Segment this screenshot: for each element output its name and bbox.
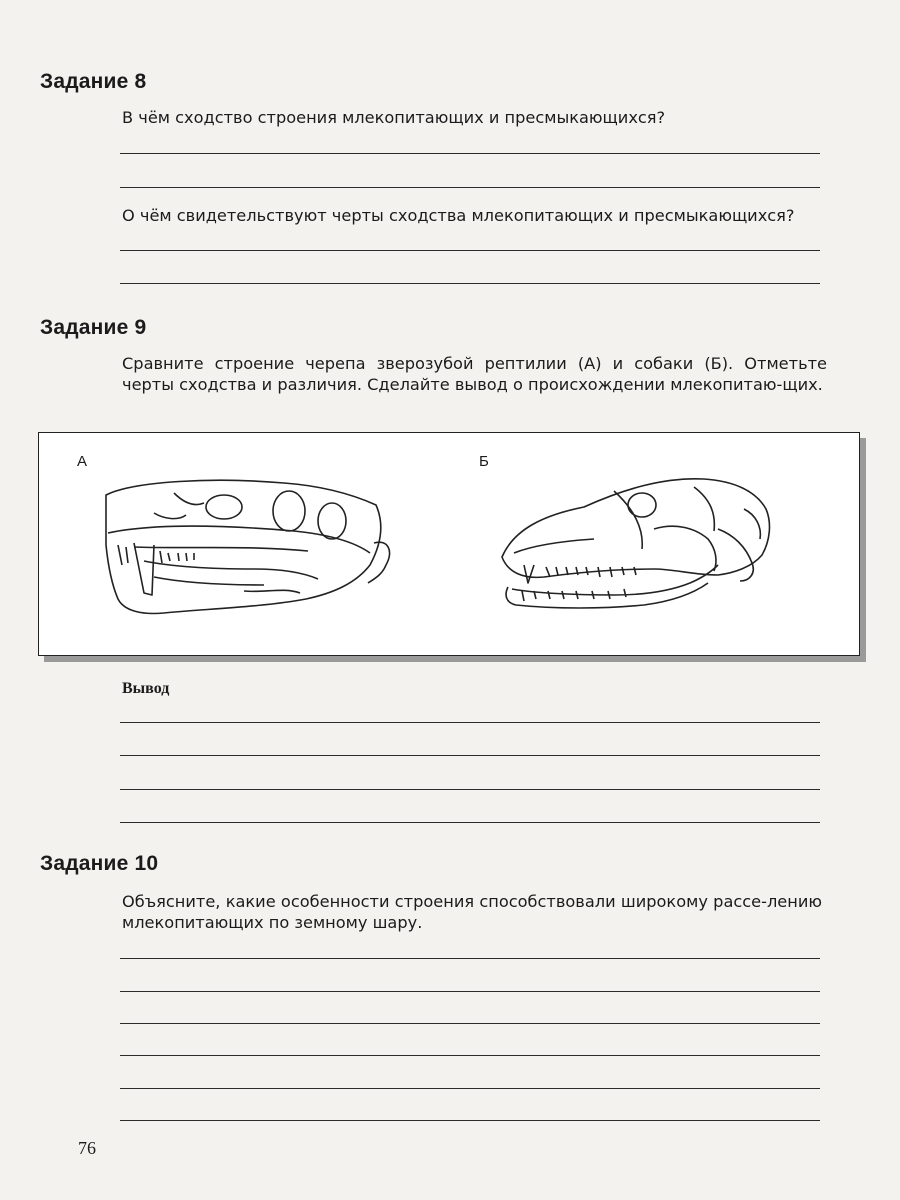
figure-label-a: А	[77, 453, 88, 470]
answer-line[interactable]	[120, 789, 820, 790]
reptile-skull-illustration	[94, 473, 414, 633]
page-number: 76	[78, 1138, 96, 1158]
figure-label-b: Б	[479, 453, 489, 470]
answer-line[interactable]	[120, 153, 820, 154]
answer-line[interactable]	[120, 1055, 820, 1056]
dog-skull-illustration	[494, 469, 794, 619]
answer-line[interactable]	[120, 1120, 820, 1121]
answer-line[interactable]	[120, 250, 820, 251]
answer-line[interactable]	[120, 283, 820, 284]
task-10-title: Задание 10	[40, 852, 159, 875]
answer-line[interactable]	[120, 958, 820, 959]
answer-line[interactable]	[120, 1023, 820, 1024]
task-8-title: Задание 8	[40, 70, 147, 93]
skull-comparison-figure	[38, 432, 860, 656]
task-9-text: Сравните строение черепа зверозубой рептилии (А) и собаки (Б). Отметьте черты сходства и различия. Сделайте вывод о происхождении млекопитаю-щих.	[122, 354, 827, 394]
answer-line[interactable]	[120, 991, 820, 992]
answer-line[interactable]	[120, 822, 820, 823]
conclusion-label: Вывод	[122, 680, 170, 697]
answer-line[interactable]	[120, 722, 820, 723]
answer-line[interactable]	[120, 755, 820, 756]
answer-line[interactable]	[120, 187, 820, 188]
task-9-title: Задание 9	[40, 316, 147, 339]
task-10-text: Объясните, какие особенности строения способствовали широкому рассе-лению млекопитающих по земному шару.	[122, 892, 822, 932]
answer-line[interactable]	[120, 1088, 820, 1089]
task-8-question-1: В чём сходство строения млекопитающих и пресмыкающихся?	[122, 108, 666, 127]
task-8-question-2: О чём свидетельствуют черты сходства млекопитающих и пресмыкающихся?	[122, 206, 795, 225]
